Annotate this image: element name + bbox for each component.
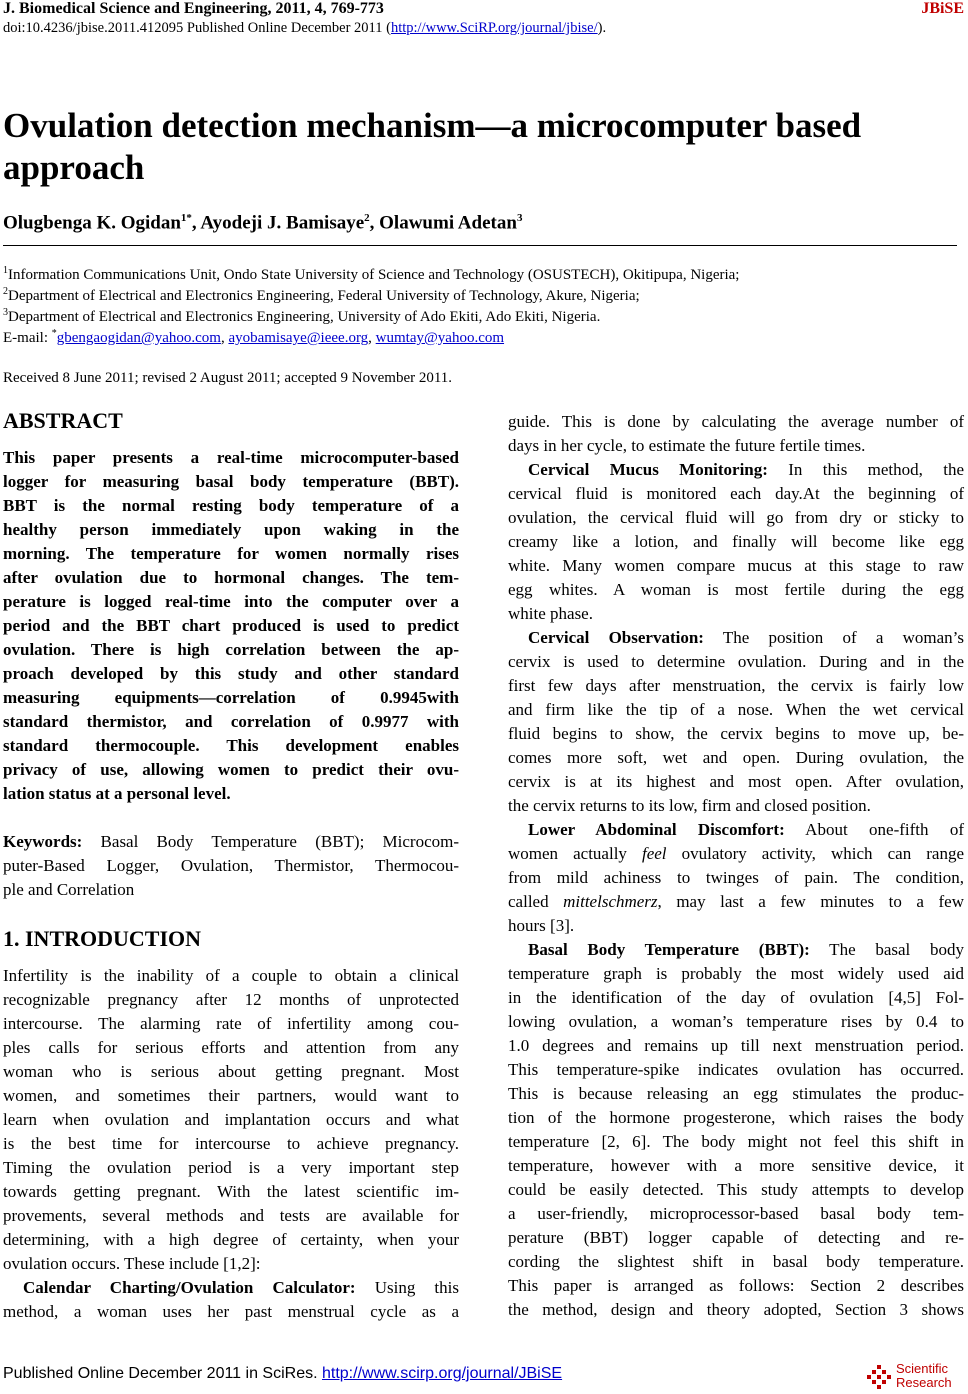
paragraph-line: temperature, however with a more sensitive device, it <box>508 1156 964 1175</box>
author-name: Olugbenga K. Ogidan <box>3 212 181 234</box>
paragraph-line: perature (BBT) logger capable of detecting and re- <box>508 1228 964 1247</box>
paragraph-text: In this method, the <box>767 460 964 479</box>
keywords-label: Keywords: <box>3 832 83 851</box>
calendar-charting-continued <box>508 410 964 458</box>
author-name: Olawumi Adetan <box>379 212 517 234</box>
introduction-line: provements, several methods and tests are available for <box>3 1206 459 1225</box>
paragraph-line: from mild achiness to twinges of pain. The condition, <box>508 868 964 887</box>
paragraph-text: , may last a few minutes to a few <box>657 892 964 911</box>
received-dates: Received 8 June 2011; revised 2 August 2011; accepted 9 November 2011. <box>3 370 453 386</box>
introduction-line: towards getting pregnant. With the latest scientific im- <box>3 1182 459 1201</box>
abstract-body <box>3 446 459 806</box>
right-column <box>508 410 964 1322</box>
author-affiliation-mark: 3 <box>516 212 523 224</box>
paragraph-line: first few days after menstruation, the cervix is fairly low <box>508 676 964 695</box>
introduction-line: ovulation occurs. These include [1,2]: <box>3 1254 261 1273</box>
method-term: Calendar Charting/Ovulation Calculator: <box>23 1278 356 1297</box>
bbt-paragraph <box>508 938 964 962</box>
paragraph-line <box>508 890 964 914</box>
paragraph-line: lowing ovulation, a woman’s temperature rises by 0.4 to <box>508 1012 964 1031</box>
affiliation-text: Department of Electrical and Electronics Engineering, Federal University of Technology, Akure, Nigeria; <box>8 288 640 304</box>
abstract-line: after ovulation due to hormonal changes. The tem- <box>3 568 459 587</box>
paragraph-line: cervix is used to determine ovulation. During and in the <box>508 652 964 671</box>
logo-line: Scientific <box>896 1361 949 1376</box>
introduction-line: women, and sometimes their partners, would want to <box>3 1086 459 1105</box>
paragraph-line: a user-friendly, microprocessor-based basal body tem- <box>508 1204 964 1223</box>
paragraph-text: women actually <box>508 844 642 863</box>
abstract-line: standard thermistor, and correlation of 0.9977 with <box>3 712 459 731</box>
affiliation-text: Department of Electrical and Electronics Engineering, University of Ado Ekiti, Ado Ekiti, Nigeria. <box>8 309 601 325</box>
paragraph-line: the method, design and theory adopted, Section 3 shows <box>508 1300 964 1319</box>
email-line <box>3 328 504 347</box>
affiliation-3 <box>3 307 600 326</box>
lower-abdominal-paragraph <box>508 818 964 842</box>
author-affiliation-mark: 1* <box>180 212 192 224</box>
footer <box>3 1365 562 1383</box>
abstract-line: ovulation. There is high correlation between the ap- <box>3 640 459 659</box>
author-separator: , <box>191 212 201 234</box>
paragraph-text: ovulatory activity, which can range <box>666 844 965 863</box>
author-affiliation-mark: 2 <box>364 212 370 224</box>
journal-abbreviation: JBiSE <box>921 0 964 17</box>
paragraph-line: This temperature-spike indicates ovulation has occurred. <box>508 1060 964 1079</box>
keywords-text: ple and Correlation <box>3 880 135 899</box>
email-separator: , <box>220 330 229 346</box>
paragraph-line: in the identification of the day of ovulation [4,5] Fol- <box>508 988 964 1007</box>
paragraph-line: This is because releasing an egg stimulates the produc- <box>508 1084 964 1103</box>
footer-journal-link[interactable]: http://www.scirp.org/journal/JBiSE <box>321 1365 563 1382</box>
introduction-body <box>3 964 459 1276</box>
paragraph-line: white phase. <box>508 604 593 623</box>
paragraph-line: This paper is arranged as follows: Section 2 describes <box>508 1276 964 1295</box>
footer-text: Published Online December 2011 in SciRes. <box>3 1365 322 1382</box>
paragraph-text: About one-fifth of <box>784 820 965 839</box>
paragraph-line: temperature graph is probably the most widely used aid <box>508 964 964 983</box>
keywords-text: puter-Based Logger, Ovulation, Thermistor, Thermocou- <box>3 856 459 875</box>
abstract-line: privacy of use, allowing women to predict their ovu- <box>3 760 459 779</box>
affiliation-number: 2 <box>3 286 8 297</box>
paragraph-text: The basal body <box>809 940 964 959</box>
left-column <box>3 406 459 1324</box>
email-link[interactable]: gbengaogidan@yahoo.com <box>56 330 221 346</box>
introduction-line: intercourse. The alarming rate of infertility among cou- <box>3 1014 459 1033</box>
abstract-line: standard thermocouple. This development enables <box>3 736 459 755</box>
abstract-line: period and the BBT chart produced is used to predict <box>3 616 459 635</box>
introduction-line: learn when ovulation and implantation occurs and what <box>3 1110 459 1129</box>
paragraph-line: and firm like the tip of a nose. When the wet cervical <box>508 700 964 719</box>
email-link[interactable]: wumtay@yahoo.com <box>375 330 505 346</box>
paragraph-line: temperature [2, 6]. The body might not feel this shift in <box>508 1132 964 1151</box>
abstract-line: logger for measuring basal body temperature (BBT). <box>3 472 459 491</box>
method-term: Basal Body Temperature (BBT): <box>528 940 810 959</box>
abstract-line: lation status at a personal level. <box>3 784 231 803</box>
logo-line: Research <box>896 1375 952 1390</box>
paper-title: Ovulation detection mechanism—a microcomputer based approach <box>3 106 862 187</box>
affiliation-2 <box>3 286 640 305</box>
doi-suffix: ). <box>597 20 607 36</box>
paragraph-line: cording the slightest shift in basal body temperature. <box>508 1252 964 1271</box>
introduction-line: Infertility is the inability of a couple to obtain a clinical <box>3 966 459 985</box>
italic-term: mittelschmerz <box>563 892 658 911</box>
cervical-mucus-body <box>508 482 964 626</box>
abstract-line: BBT is the normal resting body temperature of a <box>3 496 459 515</box>
paragraph-line: tion of the hormone progesterone, which raises the body <box>508 1108 964 1127</box>
email-link[interactable]: ayobamisaye@ieee.org <box>228 330 369 346</box>
header-divider <box>3 245 957 246</box>
paragraph-line: egg whites. A woman is most fertile during the egg <box>508 580 964 599</box>
abstract-line: healthy person immediately upon waking in the <box>3 520 459 539</box>
doi-line <box>3 20 606 37</box>
paragraph-text: called <box>508 892 564 911</box>
paragraph-line: fluid begins to show, the cervix begins to move up, be- <box>508 724 964 743</box>
cervical-observation-paragraph <box>508 626 964 650</box>
affiliation-text: Information Communications Unit, Ondo State University of Science and Technology (OSUSTECH), Okitipupa, Nigeria; <box>8 267 740 283</box>
method-term: Lower Abdominal Discomfort: <box>528 820 785 839</box>
keywords <box>3 830 459 902</box>
paragraph-line: guide. This is done by calculating the average number of <box>508 412 964 431</box>
paragraph-line: cervical fluid is monitored each day.At the beginning of <box>508 484 964 503</box>
section-heading-introduction: 1. INTRODUCTION <box>3 926 202 951</box>
affiliation-number: 1 <box>3 265 8 276</box>
paragraph-line <box>508 842 964 866</box>
abstract-line: proach developed by this study and other standard <box>3 664 459 683</box>
abstract-line: measuring equipments—correlation of 0.9945with <box>3 688 459 707</box>
journal-url-link[interactable]: http://www.SciRP.org/journal/jbise/ <box>390 20 598 36</box>
paragraph-line: cervix is at its highest and most open. After ovulation, <box>508 772 964 791</box>
paragraph-text: method, a woman uses her past menstrual cycle as a <box>3 1302 459 1321</box>
scientific-research-logo <box>866 1362 962 1394</box>
scirp-logo-icon <box>866 1364 892 1390</box>
abstract-heading: ABSTRACT <box>3 408 123 433</box>
paragraph-line: white. Many women compare mucus at this stage to raw <box>508 556 964 575</box>
paragraph-text: Using this <box>355 1278 459 1297</box>
paragraph-line: hours [3]. <box>508 916 575 935</box>
paragraph-line: comes more soft, wet and open. During ovulation, the <box>508 748 964 767</box>
affiliation-1 <box>3 265 739 284</box>
method-term: Cervical Mucus Monitoring: <box>528 460 768 479</box>
introduction-line: recognizable pregnancy after 12 months of unprotected <box>3 990 459 1009</box>
keywords-text: Basal Body Temperature (BBT); Microcom- <box>82 832 459 851</box>
paragraph-line: ovulation, the cervical fluid will go from dry or sticky to <box>508 508 964 527</box>
introduction-line: Timing the ovulation period is a very important step <box>3 1158 459 1177</box>
italic-term: feel <box>641 844 667 863</box>
abstract-line: perature is logged real-time into the computer over a <box>3 592 459 611</box>
paragraph-line: the cervix returns to its low, firm and closed position. <box>508 796 871 815</box>
method-term: Cervical Observation: <box>528 628 704 647</box>
doi-text: doi:10.4236/jbise.2011.412095 Published Online December 2011 ( <box>3 20 391 36</box>
paragraph-text: The position of a woman’s <box>703 628 964 647</box>
cervical-mucus-paragraph <box>508 458 964 482</box>
paragraph-line: could be easily detected. This study attempts to develop <box>508 1180 964 1199</box>
bbt-body <box>508 962 964 1322</box>
introduction-line: ples calls for serious efforts and attention from any <box>3 1038 459 1057</box>
author-name: Ayodeji J. Bamisaye <box>200 212 365 234</box>
affiliation-number: 3 <box>3 307 8 318</box>
abstract-line: This paper presents a real-time microcomputer-based <box>3 448 459 467</box>
email-label: E-mail: <box>3 330 52 346</box>
journal-citation: J. Biomedical Science and Engineering, 2011, 4, 769-773 <box>3 0 384 17</box>
corresponding-mark: * <box>51 328 57 339</box>
paragraph-line: days in her cycle, to estimate the future fertile times. <box>508 436 866 455</box>
logo-text <box>896 1362 952 1390</box>
cervical-observation-body <box>508 650 964 818</box>
abstract-line: morning. The temperature for women normally rises <box>3 544 459 563</box>
introduction-line: determining, with a high degree of certainty, when your <box>3 1230 459 1249</box>
author-separator: , <box>369 212 380 234</box>
paragraph-line: creamy like a lotion, and finally will become like egg <box>508 532 964 551</box>
email-separator: , <box>368 330 376 346</box>
author-list <box>3 212 522 234</box>
introduction-line: woman who is serious about getting pregnant. Most <box>3 1062 459 1081</box>
paragraph-line: 1.0 degrees and remains up till next menstruation period. <box>508 1036 964 1055</box>
calendar-charting-paragraph <box>3 1276 459 1300</box>
introduction-line: is the best time for intercourse to achieve pregnancy. <box>3 1134 459 1153</box>
